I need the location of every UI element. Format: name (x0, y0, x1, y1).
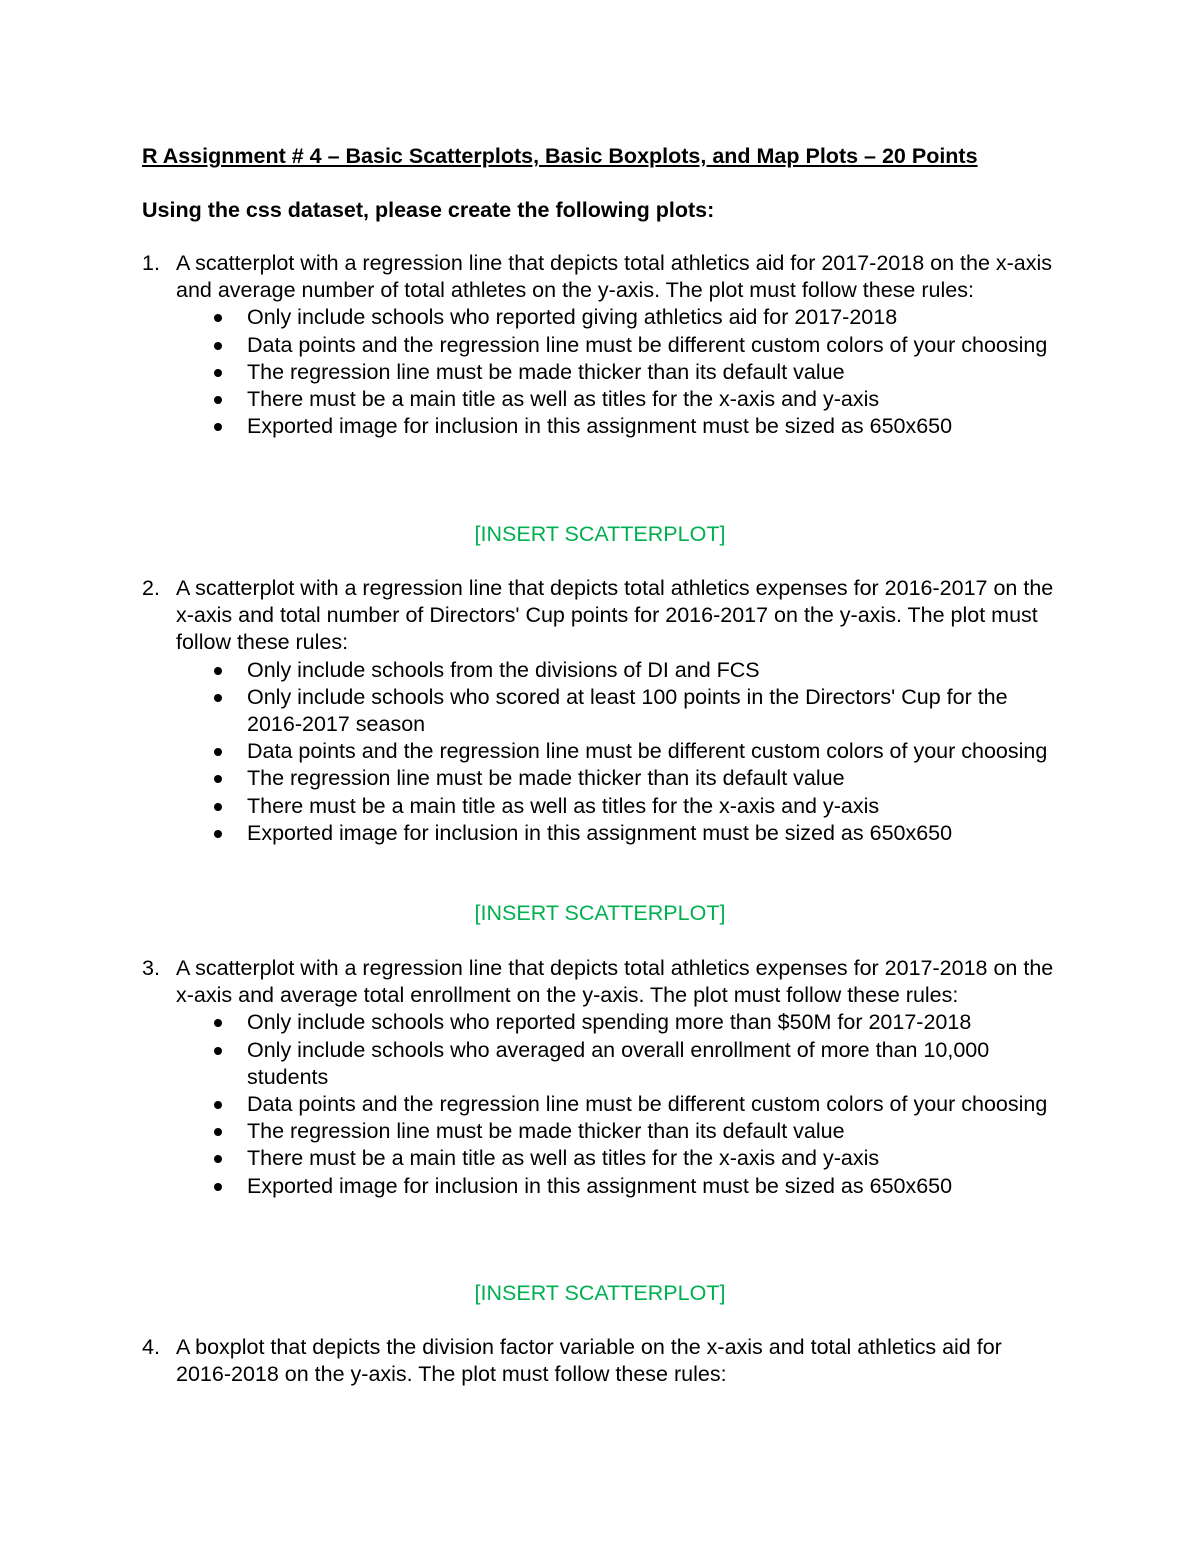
bullet-icon (214, 694, 222, 702)
bullet-icon (214, 342, 222, 350)
item-number: 4. (142, 1335, 160, 1359)
rule-item (210, 413, 1062, 440)
rule-item (210, 657, 1062, 684)
rule-item (210, 738, 1062, 765)
rule-text: Exported image for inclusion in this assignment must be sized as 650x650 (247, 414, 953, 439)
rule-item (210, 684, 1062, 738)
bullet-icon (214, 1047, 222, 1055)
bullet-icon (214, 667, 222, 675)
bullet-icon (214, 1155, 222, 1163)
bullet-icon (214, 423, 222, 431)
item-number: 2. (142, 576, 160, 600)
list-item (142, 1334, 1062, 1388)
rule-text: Data points and the regression line must be different custom colors of your choosing (247, 1092, 1048, 1117)
assignment-instructions: Using the css dataset, please create the following plots: (142, 198, 715, 222)
rule-text: Data points and the regression line must be different custom colors of your choosing (247, 739, 1048, 764)
bullet-icon (214, 1101, 222, 1109)
list-item (142, 250, 1062, 440)
bullet-icon (214, 830, 222, 838)
rules-list (210, 1009, 1062, 1199)
item-description: A boxplot that depicts the division factor variable on the x-axis and total athletics aid for 2016-2018 on the y-axis. The plot must follow these rules: (176, 1335, 1002, 1387)
rule-item (210, 359, 1062, 386)
bullet-icon (214, 803, 222, 811)
scatterplot-placeholder: [INSERT SCATTERPLOT] (474, 1281, 726, 1305)
scatterplot-placeholder: [INSERT SCATTERPLOT] (474, 522, 726, 546)
rule-text: The regression line must be made thicker than its default value (247, 1119, 845, 1144)
rule-text: Only include schools who averaged an overall enrollment of more than 10,000 students (247, 1037, 990, 1089)
rule-item (210, 386, 1062, 413)
assignment-title: R Assignment # 4 – Basic Scatterplots, Basic Boxplots, and Map Plots – 20 Points (142, 144, 978, 168)
rules-list (210, 657, 1062, 847)
rule-item (210, 793, 1062, 820)
bullet-icon (214, 1183, 222, 1191)
rule-text: The regression line must be made thicker than its default value (247, 766, 845, 791)
rule-text: Exported image for inclusion in this assignment must be sized as 650x650 (247, 820, 953, 845)
item-description: A scatterplot with a regression line that depicts total athletics expenses for 2016-2017 on the x-axis and total number of Directors' Cup points for 2016-2017 on the y-axis. The plot must follow these rules: (176, 576, 1054, 655)
rule-item (210, 1009, 1062, 1036)
bullet-icon (214, 748, 222, 756)
rule-item (210, 1037, 1062, 1091)
item-description: A scatterplot with a regression line that depicts total athletics expenses for 2017-2018 on the x-axis and average total enrollment on the y-axis. The plot must follow these rules: (176, 956, 1054, 1008)
rule-text: Only include schools from the divisions of DI and FCS (247, 657, 760, 682)
rule-item (210, 1118, 1062, 1145)
item-description: A scatterplot with a regression line that depicts total athletics aid for 2017-2018 on the x-axis and average number of total athletes on the y-axis. The plot must follow these rules: (176, 251, 1053, 303)
bullet-icon (214, 1019, 222, 1027)
bullet-icon (214, 314, 222, 322)
bullet-icon (214, 396, 222, 404)
rule-item (210, 1091, 1062, 1118)
rule-text: Data points and the regression line must be different custom colors of your choosing (247, 332, 1048, 357)
rule-item (210, 304, 1062, 331)
rule-text: The regression line must be made thicker than its default value (247, 359, 845, 384)
rules-list (210, 304, 1062, 440)
rule-item (210, 1145, 1062, 1172)
rule-text: Only include schools who scored at least 100 points in the Directors' Cup for the 2016-2017 season (247, 684, 1008, 737)
list-item (142, 955, 1062, 1200)
bullet-icon (214, 369, 222, 377)
bullet-icon (214, 1128, 222, 1136)
rule-item (210, 332, 1062, 359)
rule-item (210, 820, 1062, 847)
rule-item (210, 1173, 1062, 1200)
item-number: 1. (142, 251, 160, 275)
rule-item (210, 765, 1062, 792)
rule-text: Exported image for inclusion in this assignment must be sized as 650x650 (247, 1173, 953, 1198)
bullet-icon (214, 775, 222, 783)
rule-text: There must be a main title as well as titles for the x-axis and y-axis (247, 1146, 880, 1171)
rule-text: There must be a main title as well as titles for the x-axis and y-axis (247, 793, 880, 818)
list-item (142, 575, 1062, 847)
scatterplot-placeholder: [INSERT SCATTERPLOT] (474, 901, 726, 925)
item-number: 3. (142, 956, 160, 980)
rule-text: Only include schools who reported spending more than $50M for 2017-2018 (247, 1010, 972, 1035)
rule-text: There must be a main title as well as titles for the x-axis and y-axis (247, 387, 880, 412)
rule-text: Only include schools who reported giving athletics aid for 2017-2018 (247, 305, 898, 330)
